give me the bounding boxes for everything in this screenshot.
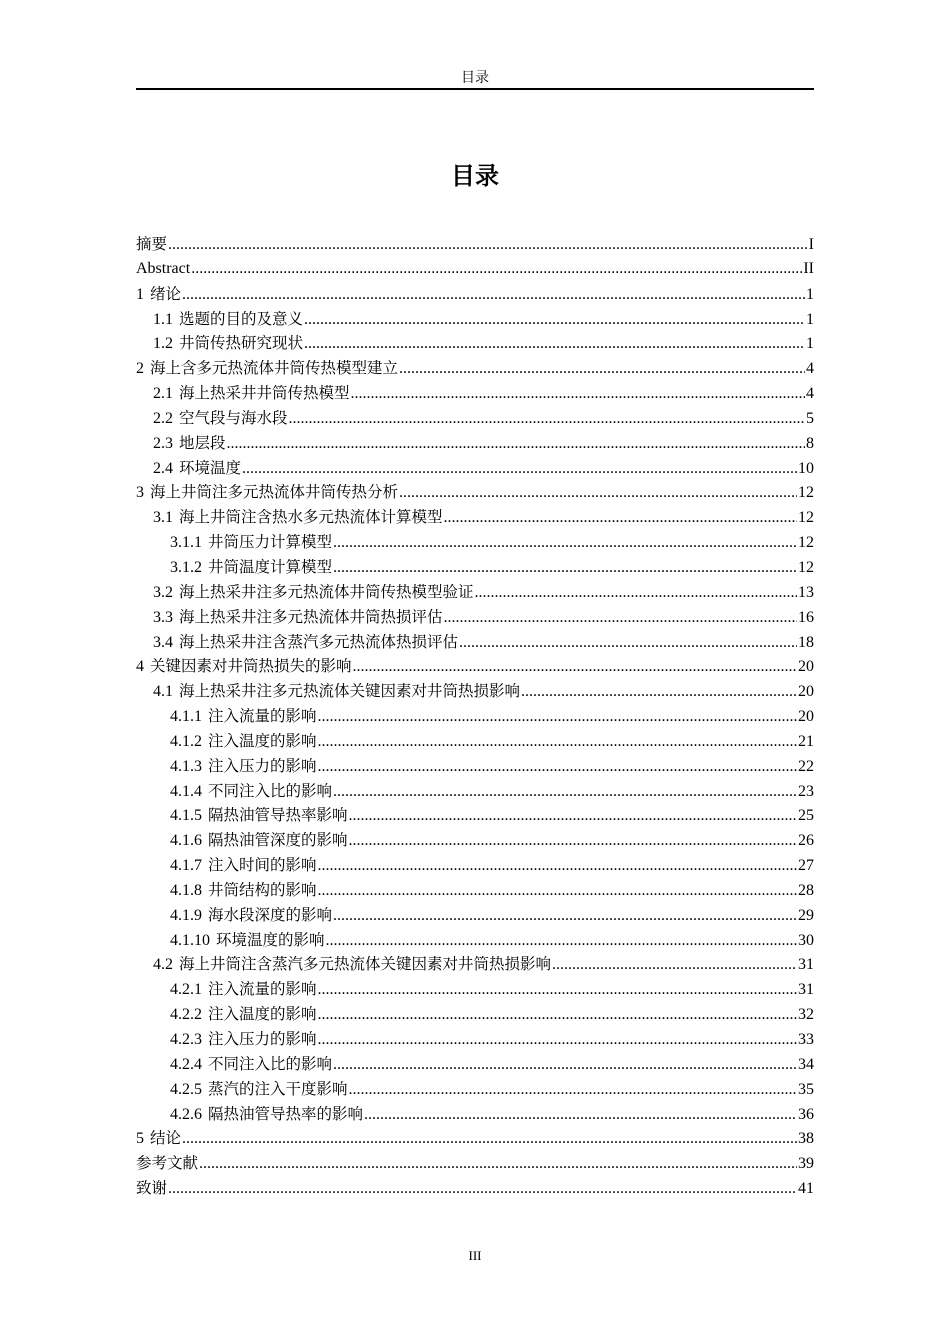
toc-entry-page: 35 xyxy=(798,1080,814,1098)
toc-dot-leader xyxy=(399,481,797,506)
toc-entry-label: Abstract xyxy=(136,259,191,277)
toc-dot-leader xyxy=(199,1152,797,1177)
toc-dot-leader xyxy=(399,357,805,382)
toc-entry[interactable] xyxy=(136,406,814,431)
toc-entry-label: 井筒温度计算模型 xyxy=(208,557,333,576)
toc-entry[interactable] xyxy=(136,232,814,257)
toc-entry[interactable] xyxy=(136,729,814,754)
toc-entry[interactable] xyxy=(136,1151,814,1176)
toc-entry-number: 2 xyxy=(136,360,144,378)
toc-entry-number: 4.1.8 xyxy=(170,881,202,899)
toc-entry-number: 4.1.6 xyxy=(170,832,202,850)
toc-entry-page: 16 xyxy=(798,608,814,626)
toc-dot-leader xyxy=(444,606,797,631)
toc-entry[interactable] xyxy=(136,878,814,903)
toc-dot-leader xyxy=(318,854,797,879)
toc-entry-label: 选题的目的及意义 xyxy=(179,309,304,328)
toc-entry-page: 28 xyxy=(798,881,814,899)
toc-dot-leader xyxy=(333,904,797,929)
toc-dot-leader xyxy=(289,407,805,432)
toc-entry-page: 25 xyxy=(798,807,814,825)
toc-entry-page: 33 xyxy=(798,1031,814,1048)
toc-entry-page: II xyxy=(803,259,814,277)
toc-entry-number: 1.2 xyxy=(153,335,173,353)
page-title: 目录 xyxy=(451,162,499,190)
toc-entry-page: 12 xyxy=(798,558,814,576)
toc-entry-number: 4.2.2 xyxy=(170,1006,202,1024)
toc-entry[interactable] xyxy=(136,754,814,779)
toc-entry-label: 海上热采井注多元热流体关键因素对井筒热损影响 xyxy=(179,682,521,701)
toc-entry-label: 注入温度的影响 xyxy=(208,1005,317,1024)
toc-entry-page: 1 xyxy=(806,310,814,328)
toc-entry-page: 1 xyxy=(806,335,814,353)
table-of-contents xyxy=(136,232,814,1201)
toc-dot-leader xyxy=(552,953,797,978)
toc-dot-leader xyxy=(333,1053,797,1078)
toc-entry[interactable] xyxy=(136,779,814,804)
toc-entry[interactable] xyxy=(136,505,814,530)
toc-entry[interactable] xyxy=(136,679,814,704)
toc-entry-page: 12 xyxy=(798,509,814,527)
toc-entry-number: 3.1.1 xyxy=(170,534,202,552)
toc-entry[interactable] xyxy=(136,605,814,630)
toc-entry-label: 结论 xyxy=(150,1129,182,1148)
toc-entry-label: 海上热采井注多元热流体井筒传热模型验证 xyxy=(179,582,474,601)
toc-entry-number: 4.1.5 xyxy=(170,807,202,825)
toc-entry-label: 隔热油管导热率影响 xyxy=(208,806,348,825)
toc-entry-number: 5 xyxy=(136,1130,144,1148)
toc-entry-page: 20 xyxy=(798,683,814,701)
toc-entry-number: 4.1 xyxy=(153,683,173,701)
toc-entry[interactable] xyxy=(136,257,814,282)
toc-entry-label: 海上井筒注多元热流体井筒传热分析 xyxy=(150,483,399,502)
toc-entry-label: 井筒结构的影响 xyxy=(208,880,317,899)
toc-entry-label: 绪论 xyxy=(150,284,182,303)
toc-entry-label: 注入温度的影响 xyxy=(208,731,317,750)
toc-entry-label: 致谢 xyxy=(136,1179,168,1198)
toc-entry-number: 3.1 xyxy=(153,509,173,527)
toc-entry[interactable] xyxy=(136,431,814,456)
toc-dot-leader xyxy=(333,780,797,805)
toc-entry-number: 2.4 xyxy=(153,459,173,477)
toc-entry[interactable] xyxy=(136,977,814,1002)
toc-dot-leader xyxy=(318,755,797,780)
toc-dot-leader xyxy=(168,1177,797,1202)
toc-entry-number: 4.2 xyxy=(153,956,173,974)
toc-entry-label: 空气段与海水段 xyxy=(179,408,288,427)
toc-entry-page: I xyxy=(808,236,814,253)
toc-entry-page: 20 xyxy=(798,708,814,726)
toc-dot-leader xyxy=(304,332,805,357)
toc-entry-number: 4.2.4 xyxy=(170,1055,202,1073)
toc-entry-label: 海上热采井井筒传热模型 xyxy=(179,384,350,403)
toc-dot-leader xyxy=(349,804,797,829)
toc-entry-label: 不同注入比的影响 xyxy=(208,1054,333,1073)
toc-entry-number: 3.1.2 xyxy=(170,558,202,576)
toc-entry[interactable] xyxy=(136,1176,814,1201)
toc-entry-label: 海上含多元热流体井筒传热模型建立 xyxy=(150,359,399,378)
toc-entry-page: 10 xyxy=(798,459,814,477)
toc-entry-page: 26 xyxy=(798,832,814,850)
toc-entry-label: 注入流量的影响 xyxy=(208,707,317,726)
toc-entry-label: 环境温度的影响 xyxy=(216,930,325,949)
toc-entry-page: 22 xyxy=(798,757,814,775)
toc-dot-leader xyxy=(475,581,797,606)
toc-entry-page: 20 xyxy=(798,658,814,676)
toc-entry-page: 41 xyxy=(798,1180,814,1198)
toc-entry[interactable] xyxy=(136,1102,814,1127)
toc-entry-label: 海上井筒注含蒸汽多元热流体关键因素对井筒热损影响 xyxy=(179,955,552,974)
toc-entry-label: 摘要 xyxy=(136,235,168,253)
toc-entry-label: 不同注入比的影响 xyxy=(208,781,333,800)
toc-entry-number: 4.1.7 xyxy=(170,857,202,875)
toc-dot-leader xyxy=(349,1078,797,1103)
toc-entry-label: 蒸汽的注入干度影响 xyxy=(208,1079,348,1098)
toc-entry-page: 21 xyxy=(798,732,814,750)
toc-entry[interactable] xyxy=(136,1126,814,1151)
toc-dot-leader xyxy=(333,531,797,556)
toc-dot-leader xyxy=(242,457,797,482)
toc-entry-number: 4.1.4 xyxy=(170,782,202,800)
toc-entry-label: 注入压力的影响 xyxy=(208,1030,317,1048)
toc-dot-leader xyxy=(318,1003,797,1028)
toc-entry[interactable] xyxy=(136,555,814,580)
toc-dot-leader xyxy=(168,233,808,258)
toc-entry-number: 4.2.1 xyxy=(170,981,202,999)
toc-entry[interactable] xyxy=(136,356,814,381)
toc-entry[interactable] xyxy=(136,1052,814,1077)
toc-dot-leader xyxy=(304,308,805,333)
toc-entry-label: 注入流量的影响 xyxy=(208,980,317,999)
toc-entry-page: 29 xyxy=(798,906,814,924)
toc-entry[interactable] xyxy=(136,704,814,729)
toc-entry-number: 4.1.10 xyxy=(170,931,210,949)
toc-entry[interactable] xyxy=(136,1002,814,1027)
toc-entry-number: 3 xyxy=(136,484,144,502)
toc-entry-number: 1.1 xyxy=(153,310,173,328)
toc-entry-number: 4.1.2 xyxy=(170,732,202,750)
toc-entry-page: 38 xyxy=(798,1130,814,1148)
toc-entry-label: 海上热采井注多元热流体井筒热损评估 xyxy=(179,607,443,626)
toc-dot-leader xyxy=(521,680,797,705)
toc-entry[interactable] xyxy=(136,580,814,605)
toc-entry[interactable] xyxy=(136,282,814,307)
toc-dot-leader xyxy=(326,929,797,954)
toc-entry-label: 隔热油管导热率的影响 xyxy=(208,1104,364,1123)
toc-entry-label: 海上井筒注含热水多元热流体计算模型 xyxy=(179,508,443,527)
toc-entry-label: 地层段 xyxy=(179,433,226,452)
toc-entry-page: 23 xyxy=(798,782,814,800)
toc-entry-label: 关键因素对井筒热损失的影响 xyxy=(150,657,352,676)
toc-entry-page: 18 xyxy=(798,633,814,651)
toc-entry-label: 海上热采井注含蒸汽多元热流体热损评估 xyxy=(179,632,459,651)
toc-entry-number: 2.3 xyxy=(153,434,173,452)
toc-dot-leader xyxy=(459,631,797,656)
toc-dot-leader xyxy=(318,1028,797,1053)
toc-entry-label: 环境温度 xyxy=(179,458,242,477)
toc-dot-leader xyxy=(182,283,805,308)
toc-entry[interactable] xyxy=(136,381,814,406)
toc-entry[interactable] xyxy=(136,803,814,828)
toc-entry[interactable] xyxy=(136,530,814,555)
toc-entry-label: 注入时间的影响 xyxy=(208,856,317,875)
page-number: III xyxy=(468,1248,482,1263)
toc-dot-leader xyxy=(182,1127,797,1152)
toc-dot-leader xyxy=(353,655,797,680)
toc-dot-leader xyxy=(333,556,797,581)
toc-entry-number: 4.1.1 xyxy=(170,708,202,726)
toc-entry-page: 8 xyxy=(806,434,814,452)
toc-entry-label: 隔热油管深度的影响 xyxy=(208,831,348,850)
toc-entry[interactable] xyxy=(136,903,814,928)
toc-entry-number: 4.2.6 xyxy=(170,1105,202,1123)
toc-entry[interactable] xyxy=(136,331,814,356)
toc-entry-number: 4.2.3 xyxy=(170,1031,202,1048)
toc-entry-page: 27 xyxy=(798,857,814,875)
toc-entry[interactable] xyxy=(136,480,814,505)
toc-dot-leader xyxy=(364,1103,797,1128)
toc-entry-page: 4 xyxy=(806,385,814,403)
toc-entry-number: 4.1.9 xyxy=(170,906,202,924)
toc-entry-page: 34 xyxy=(798,1055,814,1073)
toc-entry[interactable] xyxy=(136,928,814,953)
toc-entry[interactable] xyxy=(136,630,814,655)
toc-dot-leader xyxy=(227,432,805,457)
toc-entry[interactable] xyxy=(136,828,814,853)
toc-entry[interactable] xyxy=(136,654,814,679)
toc-entry[interactable] xyxy=(136,1077,814,1102)
toc-entry-page: 1 xyxy=(806,285,814,303)
toc-entry-label: 参考文献 xyxy=(136,1154,199,1173)
toc-dot-leader xyxy=(191,257,802,282)
toc-entry[interactable] xyxy=(136,952,814,977)
toc-entry-label: 井筒压力计算模型 xyxy=(208,533,333,552)
toc-entry-label: 注入压力的影响 xyxy=(208,756,317,775)
toc-entry-number: 3.3 xyxy=(153,608,173,626)
toc-entry-page: 36 xyxy=(798,1105,814,1123)
toc-entry-number: 4.2.5 xyxy=(170,1080,202,1098)
header-rule xyxy=(136,88,814,90)
toc-dot-leader xyxy=(318,730,797,755)
toc-entry[interactable] xyxy=(136,1027,814,1052)
toc-entry-page: 39 xyxy=(798,1155,814,1173)
toc-entry-page: 13 xyxy=(798,583,814,601)
toc-entry-page: 12 xyxy=(798,484,814,502)
toc-entry[interactable] xyxy=(136,456,814,481)
toc-dot-leader xyxy=(351,382,805,407)
toc-entry-number: 4.1.3 xyxy=(170,757,202,775)
toc-entry-page: 4 xyxy=(806,360,814,378)
toc-entry-number: 2.2 xyxy=(153,409,173,427)
toc-entry-number: 3.4 xyxy=(153,633,173,651)
toc-entry-number: 3.2 xyxy=(153,583,173,601)
toc-dot-leader xyxy=(318,978,797,1003)
toc-entry[interactable] xyxy=(136,853,814,878)
toc-entry-label: 海水段深度的影响 xyxy=(208,905,333,924)
toc-dot-leader xyxy=(444,506,797,531)
toc-entry-page: 31 xyxy=(798,981,814,999)
toc-entry-page: 30 xyxy=(798,931,814,949)
toc-entry-number: 2.1 xyxy=(153,385,173,403)
toc-entry-page: 32 xyxy=(798,1006,814,1024)
toc-entry-page: 31 xyxy=(798,956,814,974)
toc-entry[interactable] xyxy=(136,307,814,332)
toc-entry-page: 12 xyxy=(798,534,814,552)
toc-dot-leader xyxy=(318,705,797,730)
running-header: 目录 xyxy=(461,70,489,86)
toc-entry-page: 5 xyxy=(806,409,814,427)
toc-dot-leader xyxy=(349,829,797,854)
toc-entry-number: 4 xyxy=(136,658,144,676)
toc-entry-label: 井筒传热研究现状 xyxy=(179,334,304,353)
toc-dot-leader xyxy=(318,879,797,904)
toc-entry-number: 1 xyxy=(136,285,144,303)
